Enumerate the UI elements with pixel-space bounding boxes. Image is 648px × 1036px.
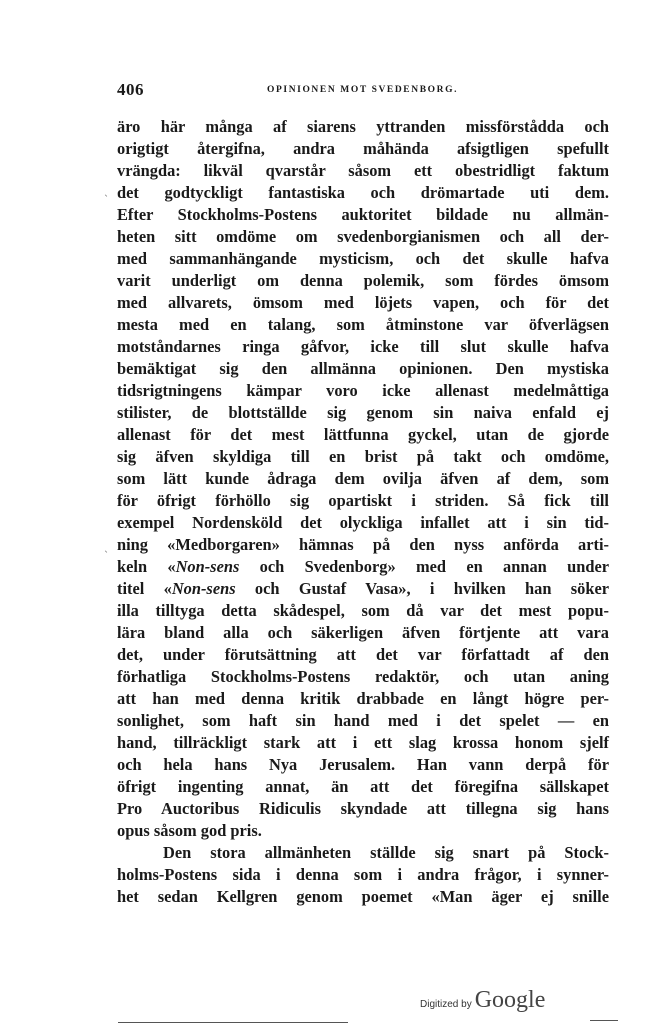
text-line: förhatliga Stockholms-Postens redaktör, och utan aning: [117, 667, 609, 686]
text-line: med sammanhängande mysticism, och det skulle hafva: [117, 249, 609, 268]
text-line: för öfrigt förhöllo sig opartiskt i striden. Så fick till: [117, 491, 609, 510]
italic-title: Non-sens: [175, 557, 240, 576]
text-line: ning «Medborgaren» hämnas på den nyss anförda arti-: [117, 535, 609, 554]
text-line: stilister, de blottställde sig genom sin naiva enfald ej: [117, 403, 609, 422]
running-head: OPINIONEN MOT SVEDENBORG.: [267, 85, 459, 95]
text-line: lära bland alla och säkerligen äfven förtjente att vara: [117, 623, 609, 642]
text-line: exempel Nordensköld det olyckliga infallet att i sin tid-: [117, 513, 609, 532]
text-line: allenast för det mest lättfunna gyckel, utan de gjorde: [117, 425, 609, 444]
text-line: Pro Auctoribus Ridiculis skyndade att tillegna sig hans: [117, 799, 609, 818]
bottom-edge-line: [118, 1022, 348, 1023]
text-line-titel: [117, 578, 609, 600]
margin-mark: ˎ: [104, 542, 109, 553]
text-line: vrängda: likväl qvarstår såsom ett obestridligt faktum: [117, 161, 609, 180]
body-text: [117, 116, 609, 908]
text-line: het sedan Kellgren genom poemet «Man äger ej snille: [117, 887, 609, 906]
text-line: Efter Stockholms-Postens auktoritet bildade nu allmän-: [117, 205, 609, 224]
text-line: öfrigt ingenting annat, än att det föregifna sällskapet: [117, 777, 609, 796]
text-line: holms-Postens sida i denna som i andra frågor, i synner-: [117, 865, 609, 884]
italic-title: Non-sens: [171, 579, 236, 598]
text-line: bemäktigat sig den allmänna opinionen. Den mystiska: [117, 359, 609, 378]
text-line: det godtyckligt fantastiska och drömartade uti dem.: [117, 183, 609, 202]
bottom-edge-line: [590, 1020, 618, 1021]
text-line-paragraph-start: Den stora allmänheten ställde sig snart på Stock-: [163, 843, 609, 862]
text-line: origtigt återgifna, andra måhända afsigtligen spefullt: [117, 139, 609, 158]
text-line: illa tilltyga detta skådespel, som då var det mest popu-: [117, 601, 609, 620]
text-line: äro här många af siarens yttranden missförstådda och: [117, 117, 609, 136]
text-line: att han med denna kritik drabbade en långt högre per-: [117, 689, 609, 708]
margin-mark: ˎ: [104, 186, 109, 197]
page-header: [117, 80, 607, 102]
text-line: sonlighet, som haft sin hand med i det spelet — en: [117, 711, 609, 730]
text-line: hand, tillräckligt stark att i ett slag krossa honom sjelf: [117, 733, 609, 752]
text-line-paragraph-end: opus såsom god pris.: [117, 821, 262, 840]
digitization-watermark: [420, 987, 545, 1017]
digitized-by-label: Digitized by: [420, 999, 472, 1010]
google-logo: Google: [474, 987, 546, 1013]
text-fragment: och Svedenborg» med en annan under: [239, 557, 609, 576]
page-number: 406: [117, 80, 144, 99]
text-line: varit underligt om denna polemik, som fördes ömsom: [117, 271, 609, 290]
text-line: tidsrigtningens kämpar voro icke allenast medelmåttiga: [117, 381, 609, 400]
text-line: sig äfven skyldiga till en brist på takt och omdöme,: [117, 447, 609, 466]
text-line: med allvarets, ömsom med löjets vapen, och för det: [117, 293, 609, 312]
text-fragment: keln «: [117, 557, 176, 576]
text-line: det, under förutsättning att det var författadt af den: [117, 645, 609, 664]
text-line: mesta med en talang, som åtminstone var öfverlägsen: [117, 315, 609, 334]
text-line-keln: [117, 556, 609, 578]
text-line: motståndarnes ringa gåfvor, icke till slut skulle hafva: [117, 337, 609, 356]
text-line: och hela hans Nya Jerusalem. Han vann derpå för: [117, 755, 609, 774]
text-fragment: och Gustaf Vasa», i hvilken han söker: [235, 579, 610, 598]
text-line: heten sitt omdöme om svedenborgianismen och all der-: [117, 227, 609, 246]
text-line: som lätt kunde ådraga dem ovilja äfven af dem, som: [117, 469, 609, 488]
text-fragment: titel «: [117, 579, 172, 598]
